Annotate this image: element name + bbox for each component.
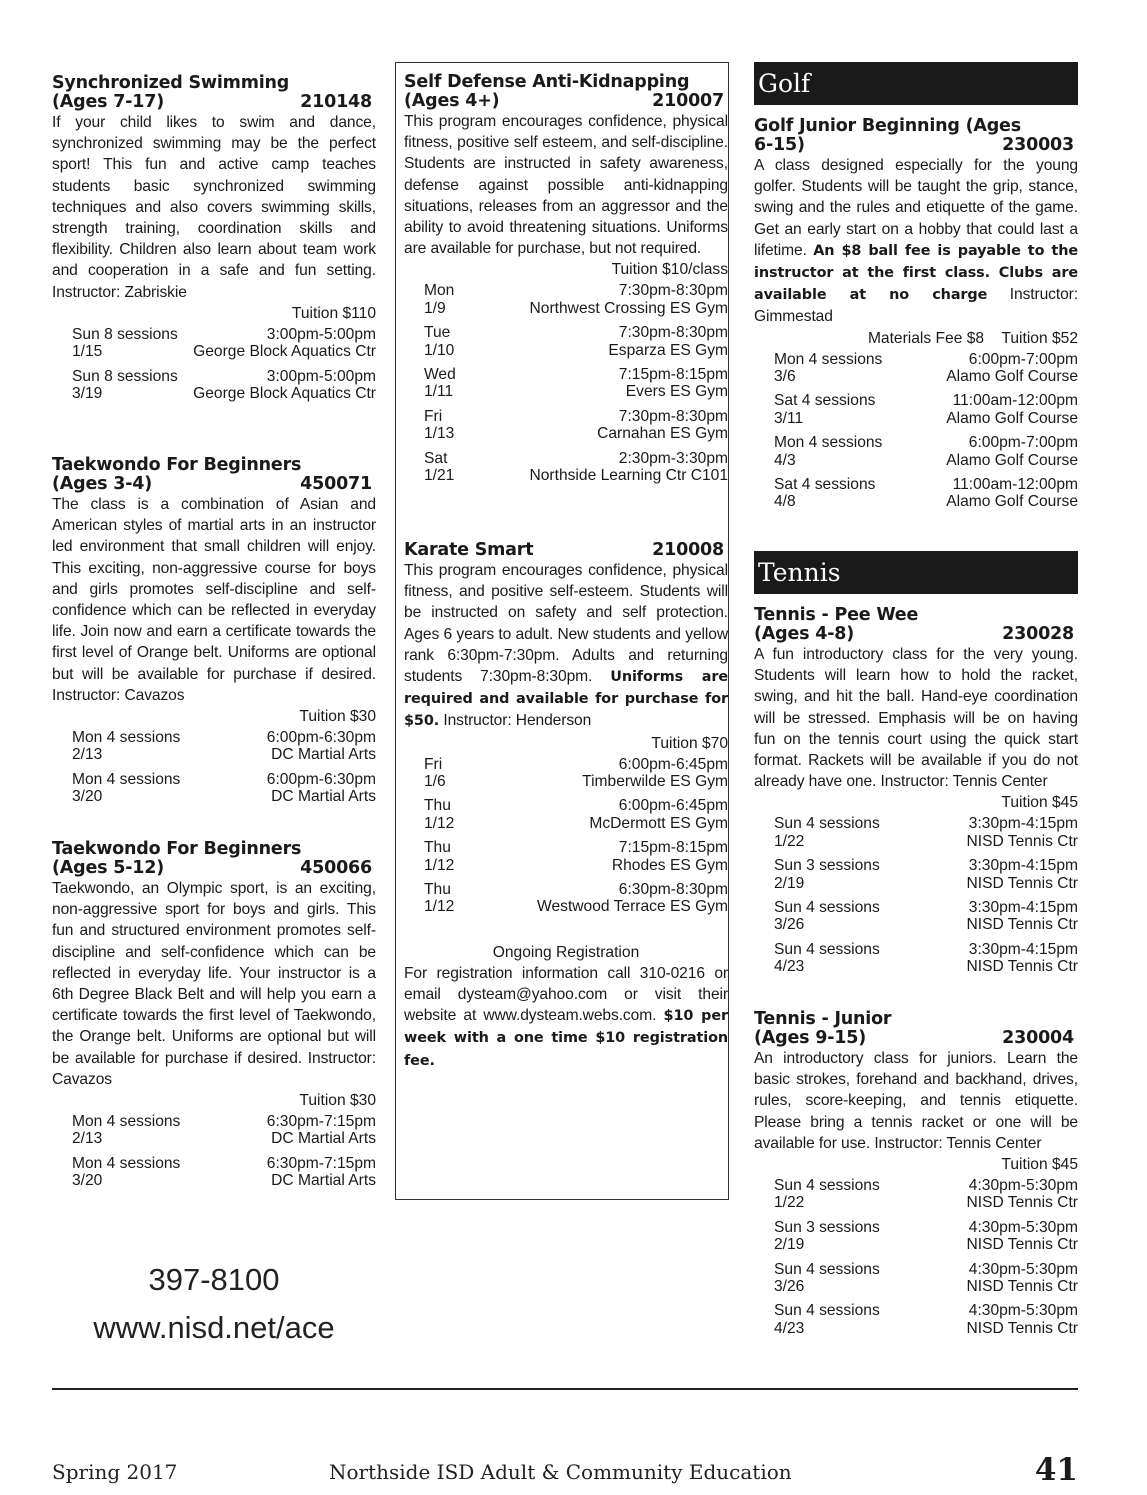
session-date: 1/12 (424, 856, 455, 874)
session-row (774, 476, 1078, 511)
session-time: 6:30pm-8:30pm (618, 881, 728, 899)
course-title-line: Synchronized Swimming (52, 73, 290, 93)
course-code: 210148 (300, 92, 372, 112)
page-number: 41 (1034, 1452, 1078, 1488)
session-date: 1/6 (424, 773, 446, 791)
session-location: George Block Aquatics Ctr (193, 385, 376, 403)
session-time: 3:30pm-4:15pm (968, 940, 1078, 958)
session-date: 3/19 (72, 385, 103, 403)
session-time: 11:00am-12:00pm (952, 392, 1078, 410)
session-time: 7:30pm-8:30pm (618, 282, 728, 300)
session-row (774, 1261, 1078, 1296)
course-title (754, 606, 1078, 644)
course-code: 230028 (1002, 624, 1074, 644)
course-title (404, 73, 728, 111)
course-description: If your child likes to swim and dance, synchronized swimming may be the perfect sport! This fun and active camp teaches students basic synchronized swimming techniques and also covers swimming skills, strength training, coordination skills and flexibility. Children also learn about team work and cooperation in a safe and fun setting. Instructor: Zabriskie (52, 114, 376, 301)
session-date: 1/15 (72, 343, 103, 361)
session-time: 3:30pm-4:15pm (968, 857, 1078, 875)
session-time: 7:15pm-8:15pm (618, 839, 728, 857)
session-day: Sun 4 sessions (774, 1302, 880, 1320)
session-row (424, 756, 728, 791)
session-time: 6:00pm-6:45pm (618, 797, 728, 815)
course-tuition: Tuition $10/class (611, 261, 728, 279)
session-location: NISD Tennis Ctr (966, 1278, 1078, 1296)
description-text: This program encourages confidence, physical fitness, and positive self-esteem. Students will be instructed on safety and self protection. Ages 6 years to adult. New students and yellow rank 6:30pm-7:30pm. Adults and returning students 7:30pm-8:30pm. (404, 562, 728, 686)
session-time: 11:00am-12:00pm (952, 476, 1078, 494)
session-date: 1/11 (424, 383, 454, 401)
session-day: Sat (424, 449, 448, 467)
session-list (774, 815, 1078, 975)
course-taekwondo-3-4 (52, 456, 376, 813)
course-ages: (Ages 3-4) (52, 474, 153, 494)
session-list (424, 282, 728, 484)
session-location: DC Martial Arts (271, 746, 376, 764)
session-day: Mon 4 sessions (774, 434, 883, 452)
course-title (52, 840, 376, 878)
session-row (774, 857, 1078, 892)
session-list (774, 1177, 1078, 1337)
course-code: 210008 (652, 540, 724, 560)
session-day: Sun 3 sessions (774, 857, 880, 875)
session-time: 6:00pm-6:30pm (266, 770, 376, 788)
course-title-line: Taekwondo For Beginners (52, 455, 302, 475)
course-tuition: Tuition $30 (299, 1092, 376, 1110)
session-time: 7:15pm-8:15pm (618, 366, 728, 384)
footer-divider (52, 1388, 1078, 1390)
session-time: 6:00pm-7:00pm (968, 350, 1078, 368)
session-date: 3/26 (774, 1278, 805, 1296)
course-code: 230004 (1002, 1028, 1074, 1048)
session-row (774, 899, 1078, 934)
session-date: 3/20 (72, 1172, 103, 1190)
session-time: 3:00pm-5:00pm (266, 325, 376, 343)
center-boxed-column (395, 62, 729, 1200)
session-day: Wed (424, 366, 456, 384)
session-day: Sun 4 sessions (774, 1177, 880, 1195)
session-date: 1/13 (424, 425, 455, 443)
session-row (774, 815, 1078, 850)
session-day: Sun 8 sessions (72, 325, 178, 343)
session-row (424, 282, 728, 317)
session-date: 2/13 (72, 746, 103, 764)
course-ages: (Ages 4-8) (754, 624, 855, 644)
session-row (72, 368, 376, 403)
session-row (774, 434, 1078, 469)
course-karate-smart (404, 541, 728, 1072)
session-location: Westwood Terrace ES Gym (537, 898, 728, 916)
course-code: 450066 (300, 858, 372, 878)
session-date: 1/10 (424, 341, 455, 359)
session-location: DC Martial Arts (271, 788, 376, 806)
session-date: 4/8 (774, 493, 796, 511)
course-description: A fun introductory class for the very young. Students will learn how to hold the racket, swing, and hit the ball. Hand-eye coordination will be stressed. Emphasis will be on having fun on the tennis court using the quick start format. Rackets will be available if you do not already have one. Instructor: Tennis Center (754, 646, 1078, 791)
session-date: 1/22 (774, 1194, 805, 1212)
session-time: 6:30pm-7:15pm (266, 1154, 376, 1172)
description-text: For registration information call 310-0216 or email dysteam@yahoo.com or visit their website at www.dysteam.webs.com. (404, 964, 728, 1025)
course-description: Taekwondo, an Olympic sport, is an exciting, non-aggressive sport for boys and girls. This fun and structured environment promotes self-discipline and self-confidence which can be reflected in everyday life. Your instructor is a 6th Degree Black Belt and will help you earn a certificate towards the first level of Taekwondo, the Orange belt. Uniforms are optional but will be available for purchase if desired. Instructor: Cavazos (52, 880, 376, 1088)
session-location: McDermott ES Gym (589, 814, 728, 832)
course-ages: (Ages 7-17) (52, 92, 165, 112)
session-list (72, 326, 376, 403)
session-time: 7:30pm-8:30pm (618, 407, 728, 425)
session-location: NISD Tennis Ctr (966, 1236, 1078, 1254)
session-day: Sun 4 sessions (774, 815, 880, 833)
session-day: Thu (424, 839, 451, 857)
session-day: Sat 4 sessions (774, 476, 876, 494)
session-date: 4/23 (774, 1319, 805, 1337)
session-day: Sun 4 sessions (774, 940, 880, 958)
session-row (774, 351, 1078, 386)
session-time: 3:00pm-5:00pm (266, 367, 376, 385)
session-time: 2:30pm-3:30pm (618, 449, 728, 467)
session-list (774, 351, 1078, 511)
contact-url[interactable]: www.nisd.net/ace (93, 1310, 335, 1345)
session-date: 4/3 (774, 451, 796, 469)
session-day: Thu (424, 881, 451, 899)
course-title (52, 456, 376, 494)
course-fees (754, 328, 1078, 349)
session-day: Mon 4 sessions (72, 1154, 181, 1172)
session-row (424, 450, 728, 485)
course-description (404, 560, 728, 733)
description-text: Instructor: Henderson (443, 712, 592, 730)
session-list (72, 729, 376, 806)
registration-fee-note: $10 per week with a one time $10 registration fee. (404, 1008, 728, 1069)
session-date: 3/26 (774, 916, 805, 934)
course-synchronized-swimming (52, 74, 376, 409)
session-day: Sun 4 sessions (774, 899, 880, 917)
section-header-golf: Golf (754, 62, 1078, 105)
course-title-line: Self Defense Anti-Kidnapping (404, 72, 690, 92)
session-date: 4/23 (774, 958, 805, 976)
course-title-line: Karate Smart (404, 540, 534, 560)
session-row (424, 366, 728, 401)
session-date: 3/20 (72, 788, 103, 806)
course-code: 210007 (652, 91, 724, 111)
course-description: This program encourages confidence, physical fitness, positive self esteem, and self-discipline. Students are instructed in safety awareness, defense against possible anti-kidnapping situations, releases from an aggressor and the ability to avoid threatening situations. Uniforms are available for purchase, but not required. (404, 113, 728, 258)
session-location: Alamo Golf Course (946, 493, 1078, 511)
session-time: 7:30pm-8:30pm (618, 324, 728, 342)
session-day: Thu (424, 797, 451, 815)
session-date: 1/12 (424, 814, 455, 832)
session-location: George Block Aquatics Ctr (193, 343, 376, 361)
session-location: Evers ES Gym (625, 383, 728, 401)
session-row (72, 1155, 376, 1190)
session-row (72, 771, 376, 806)
session-date: 3/11 (774, 409, 804, 427)
session-location: NISD Tennis Ctr (966, 916, 1078, 934)
session-location: NISD Tennis Ctr (966, 832, 1078, 850)
course-title-line: Tennis - Junior (754, 1009, 892, 1029)
session-date: 1/12 (424, 898, 455, 916)
session-time: 6:30pm-7:15pm (266, 1113, 376, 1131)
session-row (424, 839, 728, 874)
course-self-defense (404, 73, 728, 491)
session-time: 6:00pm-7:00pm (968, 434, 1078, 452)
course-title (52, 74, 376, 112)
session-day: Mon (424, 282, 455, 300)
session-day: Fri (424, 407, 443, 425)
course-title-line: Tennis - Pee Wee (754, 605, 919, 625)
session-day: Mon 4 sessions (774, 350, 883, 368)
footer-publication: Northside ISD Adult & Community Education (329, 1460, 792, 1484)
session-row (774, 392, 1078, 427)
ball-fee-note: An $8 ball fee is payable to the instructor at the first class. Clubs are available at no charge (754, 242, 1078, 304)
course-ages: 6-15) (754, 135, 805, 155)
session-time: 4:30pm-5:30pm (968, 1177, 1078, 1195)
materials-fee: Materials Fee $8 (867, 329, 985, 347)
session-row (424, 797, 728, 832)
session-location: Alamo Golf Course (946, 409, 1078, 427)
course-description: An introductory class for juniors. Learn the basic strokes, forehand and backhand, drives, rules, score-keeping, and tennis etiquette. Please bring a tennis racket or one will be available for use. Instructor: Tennis Center (754, 1050, 1078, 1152)
course-title (404, 541, 728, 560)
course-title (754, 117, 1078, 155)
session-location: Northwest Crossing ES Gym (529, 299, 728, 317)
contact-phone: 397-8100 (148, 1262, 280, 1297)
session-row (72, 1113, 376, 1148)
session-location: Alamo Golf Course (946, 451, 1078, 469)
session-location: DC Martial Arts (271, 1172, 376, 1190)
session-list (424, 756, 728, 916)
session-list (72, 1113, 376, 1190)
session-day: Fri (424, 755, 443, 773)
session-day: Mon 4 sessions (72, 729, 181, 747)
session-location: Alamo Golf Course (946, 368, 1078, 386)
session-day: Sun 3 sessions (774, 1218, 880, 1236)
session-day: Sun 8 sessions (72, 367, 178, 385)
course-tennis-junior (754, 1010, 1078, 1344)
section-header-tennis: Tennis (754, 551, 1078, 594)
registration-info (404, 963, 728, 1072)
session-day: Mon 4 sessions (72, 1113, 181, 1131)
session-row (774, 941, 1078, 976)
session-row (72, 326, 376, 361)
session-location: Northside Learning Ctr C101 (529, 467, 728, 485)
course-tuition: Tuition $110 (291, 304, 376, 322)
course-taekwondo-5-12 (52, 840, 376, 1197)
session-time: 6:00pm-6:45pm (618, 755, 728, 773)
course-ages: (Ages 9-15) (754, 1028, 867, 1048)
session-location: Carnahan ES Gym (597, 425, 728, 443)
course-description (754, 155, 1078, 328)
uniform-note: Uniforms are required and available for purchase for $50. (404, 669, 729, 730)
session-location: NISD Tennis Ctr (966, 874, 1078, 892)
session-location: Rhodes ES Gym (611, 856, 728, 874)
course-code: 450071 (300, 474, 372, 494)
course-title-line: Golf Junior Beginning (Ages (754, 116, 1021, 136)
session-location: Esparza ES Gym (608, 341, 728, 359)
course-tennis-pee-wee (754, 606, 1078, 983)
session-location: DC Martial Arts (271, 1130, 376, 1148)
session-row (72, 729, 376, 764)
session-date: 2/13 (72, 1130, 103, 1148)
description-text: A class designed especially for the young golfer. Students will be taught the grip, stance, swing and the rules and etiquette of the game. Get an early start on a hobby that could last a lifetime. (754, 157, 1078, 259)
session-date: 3/6 (774, 368, 796, 386)
session-date: 1/21 (424, 467, 455, 485)
session-time: 4:30pm-5:30pm (968, 1218, 1078, 1236)
course-description: The class is a combination of Asian and American styles of martial arts in an instructor led environment that small children will enjoy. This exciting, non-aggressive course for boys and girls promotes self-discipline and self-confidence which can be reflected in everyday life. Join now and earn a certificate towards the first level of Orange belt. Uniforms are optional but will be available for purchase if desired. Instructor: Cavazos (52, 496, 376, 704)
session-time: 4:30pm-5:30pm (968, 1260, 1078, 1278)
course-tuition: Tuition $45 (1001, 1156, 1078, 1174)
course-tuition: Tuition $70 (651, 734, 728, 752)
course-tuition: Tuition $30 (299, 708, 376, 726)
course-ages: (Ages 5-12) (52, 858, 165, 878)
session-time: 3:30pm-4:15pm (968, 899, 1078, 917)
session-row (774, 1219, 1078, 1254)
course-code: 230003 (1002, 135, 1074, 155)
footer-season: Spring 2017 (52, 1460, 178, 1484)
session-date: 1/9 (424, 299, 446, 317)
session-row (774, 1177, 1078, 1212)
session-day: Tue (424, 324, 451, 342)
session-date: 1/22 (774, 832, 805, 850)
session-day: Mon 4 sessions (72, 770, 181, 788)
course-title (754, 1010, 1078, 1048)
session-location: NISD Tennis Ctr (966, 1319, 1078, 1337)
session-date: 2/19 (774, 1236, 805, 1254)
session-row (424, 881, 728, 916)
description-text: Instructor: Gimmestad (754, 286, 1079, 326)
session-time: 4:30pm-5:30pm (968, 1302, 1078, 1320)
session-location: NISD Tennis Ctr (966, 1194, 1078, 1212)
course-tuition: Tuition $52 (1001, 329, 1078, 347)
course-golf-junior (754, 117, 1078, 518)
session-row (424, 324, 728, 359)
session-row (424, 408, 728, 443)
session-row (774, 1302, 1078, 1337)
course-title-line: Taekwondo For Beginners (52, 839, 302, 859)
course-ages: (Ages 4+) (404, 91, 500, 111)
session-date: 2/19 (774, 874, 805, 892)
ongoing-registration: Ongoing Registration (492, 943, 640, 961)
session-time: 6:00pm-6:30pm (266, 729, 376, 747)
session-day: Sat 4 sessions (774, 392, 876, 410)
session-day: Sun 4 sessions (774, 1260, 880, 1278)
session-time: 3:30pm-4:15pm (968, 815, 1078, 833)
session-location: Timberwilde ES Gym (582, 773, 728, 791)
course-tuition: Tuition $45 (1001, 794, 1078, 812)
session-location: NISD Tennis Ctr (966, 958, 1078, 976)
